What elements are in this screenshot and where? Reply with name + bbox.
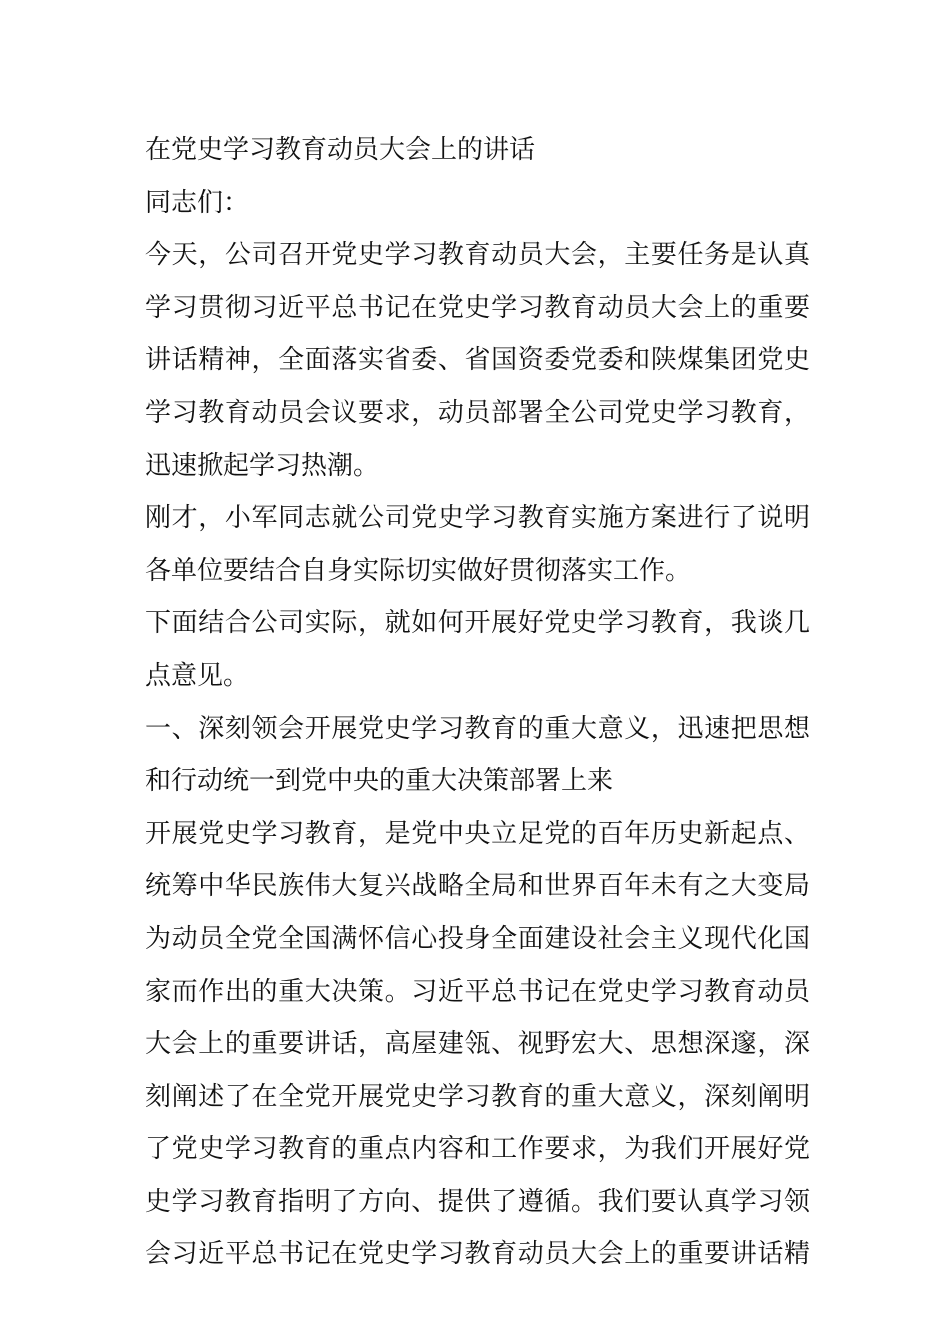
paragraph-line: 了党史学习教育的重点内容和工作要求，为我们开展好党 (145, 1134, 810, 1165)
paragraph-4 (145, 808, 810, 1281)
paragraph-3 (145, 597, 810, 702)
paragraph-line: 一、深刻领会开展党史学习教育的重大意义，迅速把思想 (145, 713, 810, 744)
paragraph-line: 家而作出的重大决策。习近平总书记在党史学习教育动员 (145, 976, 810, 1007)
paragraph-line: 为动员全党全国满怀信心投身全面建设社会主义现代化国 (145, 923, 810, 954)
paragraph-line: 会习近平总书记在党史学习教育动员大会上的重要讲话精 (145, 1239, 810, 1270)
document-title: 在党史学习教育动员大会上的讲话 (145, 135, 536, 165)
paragraph-1 (145, 229, 810, 492)
paragraph-line: 各单位要结合自身实际切实做好贯彻落实工作。 (145, 555, 692, 586)
paragraph-line: 学习贯彻习近平总书记在党史学习教育动员大会上的重要 (145, 292, 810, 323)
salutation: 同志们： (145, 187, 250, 218)
paragraph-line: 讲话精神，全面落实省委、省国资委党委和陕煤集团党史 (145, 345, 810, 376)
paragraph-line: 刚才，小军同志就公司党史学习教育实施方案进行了说明 (145, 503, 810, 534)
section-heading-1 (145, 703, 810, 808)
paragraph-line: 迅速掀起学习热潮。 (145, 450, 380, 481)
paragraph-line: 统筹中华民族伟大复兴战略全局和世界百年未有之大变局 (145, 871, 810, 902)
paragraph-line: 今天，公司召开党史学习教育动员大会，主要任务是认真 (145, 240, 810, 271)
paragraph-line: 大会上的重要讲话，高屋建瓴、视野宏大、思想深邃，深 (145, 1029, 810, 1060)
paragraph-line: 刻阐述了在全党开展党史学习教育的重大意义，深刻阐明 (145, 1081, 810, 1112)
paragraph-line: 和行动统一到党中央的重大决策部署上来 (145, 766, 614, 797)
paragraph-line: 史学习教育指明了方向、提供了遵循。我们要认真学习领 (145, 1186, 810, 1217)
paragraph-line: 开展党史学习教育，是党中央立足党的百年历史新起点、 (145, 818, 810, 849)
paragraph-line: 学习教育动员会议要求，动员部署全公司党史学习教育， (145, 397, 810, 428)
document-body (145, 124, 810, 1281)
paragraph-2 (145, 492, 810, 597)
paragraph-line: 点意见。 (145, 660, 250, 691)
paragraph-line: 下面结合公司实际，就如何开展好党史学习教育，我谈几 (145, 608, 810, 639)
